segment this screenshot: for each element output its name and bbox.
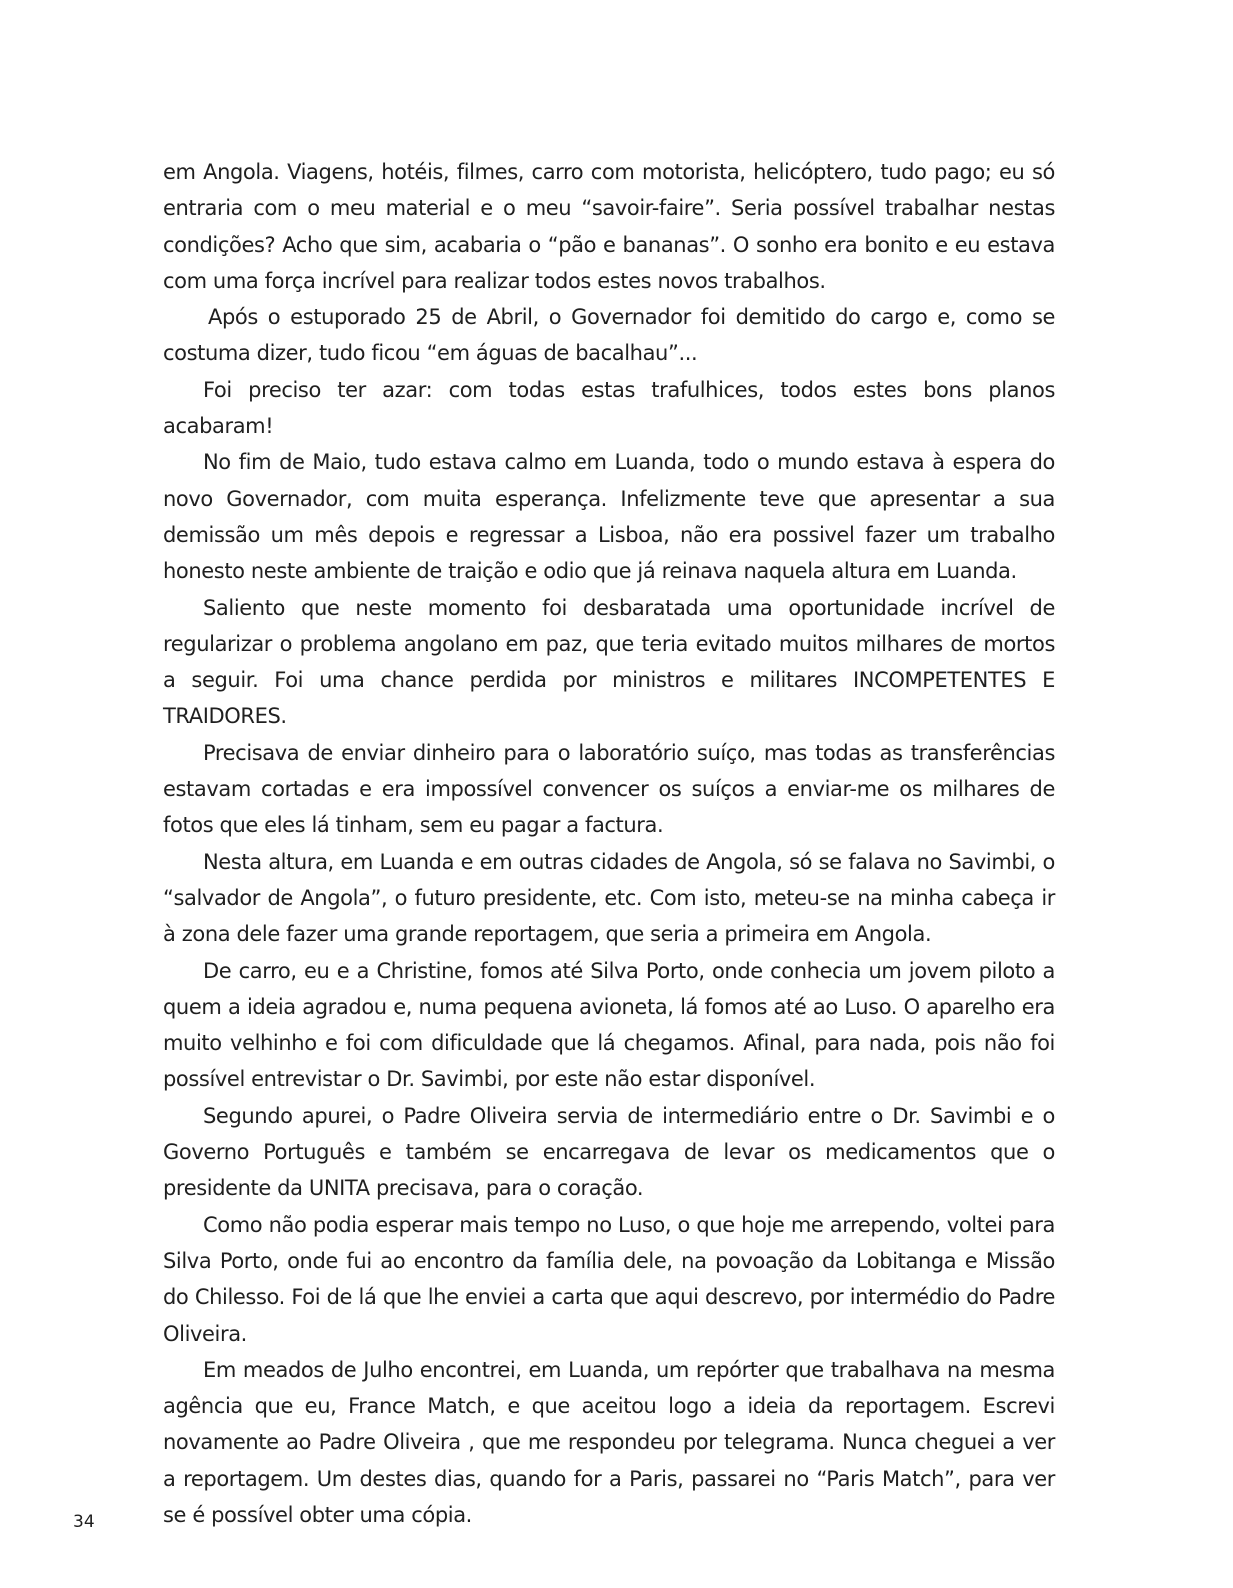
paragraph-9: Segundo apurei, o Padre Oliveira servia de intermediário entre o Dr. Savimbi e o Governo Português e também se encarregava de levar os medicamentos que o presidente da UNITA precisava, para o coração. [163, 1103, 1055, 1201]
paragraph-11: Em meados de Julho encontrei, em Luanda, um repórter que trabalhava na mesma agência que eu, France Match, e que aceitou logo a ideia da reportagem. Escrevi novamente ao Padre Oliveira , que me respondeu por telegrama. Nunca cheguei a ver a reportagem. Um destes dias, quando for a Paris, passarei no “Paris Match”, para ver se é possível obter uma cópia. [163, 1357, 1055, 1527]
paragraph-4: No fim de Maio, tudo estava calmo em Luanda, todo o mundo estava à espera do novo Governador, com muita esperança. Infelizmente teve que apresentar a sua demissão um mês depois e regressar a Lisboa, não era possivel fazer um trabalho honesto neste ambiente de traição e odio que já reinava naquela altura em Luanda. [163, 450, 1055, 584]
paragraph-1: em Angola. Viagens, hotéis, filmes, carro com motorista, helicóptero, tudo pago; eu só entraria com o meu material e o meu “savoir-faire”. Seria possível trabalhar nestas condições? Acho que sim, acabaria o “pão e bananas”. O sonho era bonito e eu estava com uma força incrível para realizar todos estes novos trabalhos. [163, 160, 1055, 293]
paragraph-7: Nesta altura, em Luanda e em outras cidades de Angola, só se falava no Savimbi, o “salvador de Angola”, o futuro presidente, etc. Com isto, meteu-se na minha cabeça ir à zona dele fazer uma grande reportagem, que seria a primeira em Angola. [163, 849, 1055, 947]
paragraph-6: Precisava de enviar dinheiro para o laboratório suíço, mas todas as transferências estavam cortadas e era impossível convencer os suíços a enviar-me os milhares de fotos que eles lá tinham, sem eu pagar a factura. [163, 740, 1055, 838]
body-text [163, 154, 1055, 1533]
paragraph-8: De carro, eu e a Christine, fomos até Silva Porto, onde conhecia um jovem piloto a quem a ideia agradou e, numa pequena avioneta, lá fomos até ao Luso. O aparelho era muito velhinho e foi com dificuldade que lá chegamos. Afinal, para nada, pois não foi possível entrevistar o Dr. Savimbi, por este não estar disponível. [163, 958, 1055, 1092]
paragraph-10: Como não podia esperar mais tempo no Luso, o que hoje me arrependo, voltei para Silva Porto, onde fui ao encontro da família dele, na povoação da Lobitanga e Missão do Chilesso. Foi de lá que lhe enviei a carta que aqui descrevo, por intermédio do Padre Oliveira. [163, 1212, 1055, 1346]
paragraph-3: Foi preciso ter azar: com todas estas trafulhices, todos estes bons planos acabaram! [163, 377, 1055, 439]
paragraph-2: Após o estuporado 25 de Abril, o Governador foi demitido do cargo e, como se costuma dizer, tudo ficou “em águas de bacalhau”... [163, 305, 1055, 366]
paragraph-5: Saliento que neste momento foi desbaratada uma oportunidade incrível de regularizar o problema angolano em paz, que teria evitado muitos milhares de mortos a seguir. Foi uma chance perdida por ministros e militares INCOMPETENTES E TRAIDORES. [163, 595, 1055, 729]
page-number: 34 [73, 1512, 95, 1532]
